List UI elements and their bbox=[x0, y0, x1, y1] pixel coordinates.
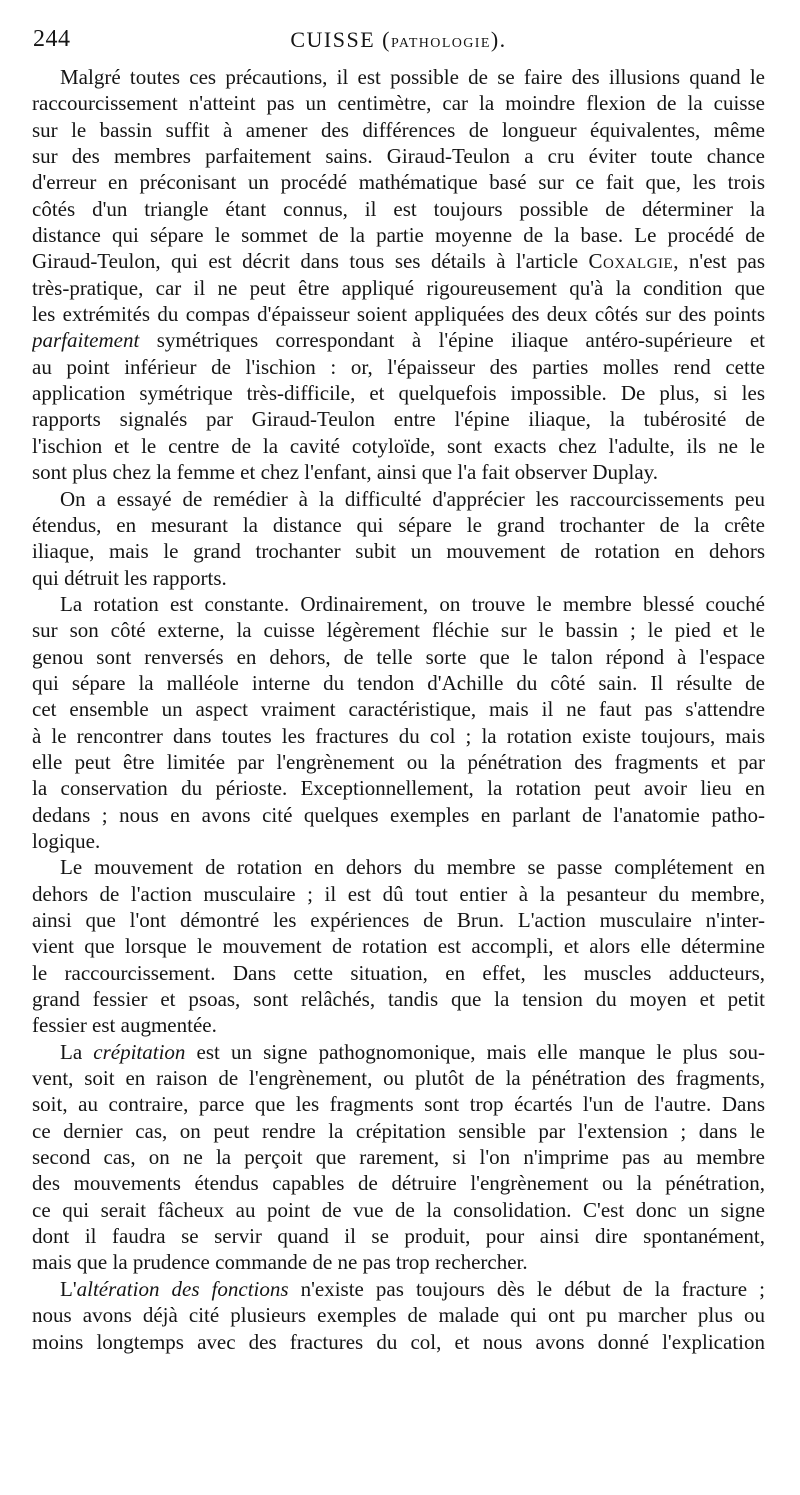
text-line bbox=[32, 459, 765, 485]
text-line bbox=[32, 1302, 765, 1328]
running-title-paren-close: ). bbox=[490, 27, 507, 52]
text-line bbox=[32, 354, 765, 380]
text-line bbox=[32, 854, 765, 880]
text-line bbox=[32, 1249, 765, 1275]
text-line bbox=[32, 1065, 765, 1091]
text-run: étendus, en mesurant la distance qui sépare le grand trochanter de la crête bbox=[32, 512, 765, 537]
text-run: des mouvements étendus capables de détruire l'engrènement ou la pénétration, bbox=[32, 1171, 765, 1196]
text-run: La rotation est constante. Ordinairement, on trouve le membre blessé couché bbox=[60, 591, 765, 616]
text-run: très-pratique, car il ne peut être appliqué rigoureusement qu'à la condition que bbox=[32, 275, 765, 300]
text-line bbox=[32, 696, 765, 722]
text-line bbox=[32, 1012, 765, 1038]
text-run: grand fessier et psoas, sont relâchés, tandis que la tension du moyen et petit bbox=[32, 987, 765, 1012]
text-line bbox=[32, 64, 765, 90]
text-run: nous avons déjà cité plusieurs exemples de malade qui ont pu marcher plus ou bbox=[32, 1303, 765, 1328]
text-line bbox=[32, 1197, 765, 1223]
text-line bbox=[32, 749, 765, 775]
text-run: côtés d'un triangle étant connus, il est toujours possible de déterminer la bbox=[32, 196, 765, 221]
text-run: sont plus chez la femme et chez l'enfant, ainsi que l'a fait observer Duplay. bbox=[32, 460, 659, 485]
text-line bbox=[32, 1223, 765, 1249]
text-line bbox=[32, 1329, 765, 1355]
text-run: est un signe pathognomonique, mais elle manque le plus sou- bbox=[185, 1039, 765, 1064]
running-title-sub: PATHOLOGIE bbox=[390, 36, 491, 51]
text-line bbox=[32, 802, 765, 828]
text-run: ce qui serait fâcheux au point de vue de la consolidation. C'est donc un signe bbox=[32, 1197, 765, 1222]
text-run: distance qui sépare le sommet de la partie moyenne de la base. Le procédé de bbox=[32, 223, 765, 248]
page-header bbox=[33, 26, 764, 58]
small-caps-reference: Coxalgie bbox=[588, 249, 674, 274]
text-run: Giraud-Teulon, qui est décrit dans tous ses détails à l'article bbox=[32, 249, 589, 274]
text-line bbox=[32, 512, 765, 538]
text-run: l'ischion et le centre de la cavité cotyloïde, sont exacts chez l'adulte, ils ne le bbox=[32, 433, 765, 458]
text-run: vent, soit en raison de l'engrènement, ou plutôt de la pénétration des fragments, bbox=[32, 1066, 765, 1091]
running-title bbox=[33, 27, 764, 53]
running-title-main: CUISSE bbox=[290, 27, 376, 52]
text-run: , n'est pas bbox=[673, 249, 765, 274]
italic-phrase: parfaitement bbox=[32, 328, 140, 353]
text-line bbox=[32, 1170, 765, 1196]
text-run: cet ensemble un aspect vraiment caractéristique, mais il ne faut pas s'attendre bbox=[32, 697, 765, 722]
text-line bbox=[32, 1276, 765, 1302]
text-line bbox=[32, 881, 765, 907]
body-text bbox=[32, 64, 765, 1355]
text-run: symétriques correspondant à l'épine iliaque antéro-supérieure et bbox=[139, 328, 765, 353]
text-line bbox=[32, 723, 765, 749]
text-run: le raccourcissement. Dans cette situation, en effet, les muscles adducteurs, bbox=[32, 960, 765, 985]
text-run: Malgré toutes ces précautions, il est possible de se faire des illusions quand le bbox=[60, 65, 765, 89]
text-line bbox=[32, 222, 765, 248]
text-line bbox=[32, 828, 765, 854]
text-run: qui détruit les rapports. bbox=[32, 565, 227, 590]
text-line bbox=[32, 143, 765, 169]
text-line bbox=[32, 1039, 765, 1065]
text-run: mais que la prudence commande de ne pas trop rechercher. bbox=[32, 1250, 528, 1275]
running-title-paren-open: ( bbox=[382, 27, 391, 52]
text-line bbox=[32, 775, 765, 801]
text-run: vient que lorsque le mouvement de rotation est accompli, et alors elle détermine bbox=[32, 934, 765, 959]
text-line bbox=[32, 90, 765, 116]
text-line bbox=[32, 644, 765, 670]
text-run: ce dernier cas, on peut rendre la crépitation sensible par l'extension ; dans le bbox=[32, 1118, 765, 1143]
text-line bbox=[32, 565, 765, 591]
text-run: moins longtemps avec des fractures du col, et nous avons donné l'explication bbox=[32, 1329, 765, 1354]
text-run: genou sont renversés en dehors, de telle sorte que le talon répond à l'espace bbox=[32, 644, 765, 669]
text-run: n'existe pas toujours dès le début de la fracture ; bbox=[288, 1276, 765, 1301]
text-run: iliaque, mais le grand trochanter subit un mouvement de rotation en dehors bbox=[32, 539, 765, 564]
text-run: sur des membres parfaitement sains. Giraud-Teulon a cru éviter toute chance bbox=[32, 144, 765, 169]
text-run: d'erreur en préconisant un procédé mathématique basé sur ce fait que, les trois bbox=[32, 170, 765, 195]
text-line bbox=[32, 986, 765, 1012]
text-line bbox=[32, 1091, 765, 1117]
text-run: Le mouvement de rotation en dehors du membre se passe complétement en bbox=[60, 855, 765, 880]
text-run: La bbox=[60, 1039, 94, 1064]
text-run: soit, au contraire, parce que les fragments sont trop écartés l'un de l'autre. Dans bbox=[32, 1092, 765, 1117]
text-line bbox=[32, 960, 765, 986]
text-line bbox=[32, 1144, 765, 1170]
text-run: second cas, on ne la perçoit que rarement, si l'on n'imprime pas au membre bbox=[32, 1145, 765, 1170]
text-line bbox=[32, 117, 765, 143]
text-line bbox=[32, 907, 765, 933]
text-run: dehors de l'action musculaire ; il est dû tout entier à la pesanteur du membre, bbox=[32, 881, 765, 906]
text-line bbox=[32, 486, 765, 512]
text-run: dont il faudra se servir quand il se produit, pour ainsi dire spontanément, bbox=[32, 1224, 765, 1249]
text-line bbox=[32, 1118, 765, 1144]
text-line bbox=[32, 406, 765, 432]
text-line bbox=[32, 275, 765, 301]
text-line bbox=[32, 248, 765, 274]
italic-phrase: altération des fonctions bbox=[76, 1276, 289, 1301]
text-line bbox=[32, 301, 765, 327]
text-run: ainsi que l'ont démontré les expériences de Brun. L'action musculaire n'inter- bbox=[32, 908, 765, 932]
text-run: L' bbox=[60, 1276, 77, 1301]
text-run: sur le bassin suffit à amener des différences de longueur équivalentes, même bbox=[32, 117, 765, 142]
text-run: rapports signalés par Giraud-Teulon entre l'épine iliaque, la tubérosité de bbox=[32, 407, 765, 432]
text-run: la conservation du périoste. Exceptionnellement, la rotation peut avoir lieu en bbox=[32, 776, 765, 801]
text-run: dedans ; nous en avons cité quelques exemples en parlant de l'anatomie patho- bbox=[32, 802, 765, 827]
text-run: sur son côté externe, la cuisse légèrement fléchie sur le bassin ; le pied et le bbox=[32, 618, 765, 643]
text-line bbox=[32, 327, 765, 353]
text-run: qui sépare la malléole interne du tendon d'Achille du côté sain. Il résulte de bbox=[32, 670, 765, 695]
text-line bbox=[32, 196, 765, 222]
text-line bbox=[32, 617, 765, 643]
text-line bbox=[32, 670, 765, 696]
text-line bbox=[32, 169, 765, 195]
text-line bbox=[32, 933, 765, 959]
text-run: elle peut être limitée par l'engrènement ou la pénétration des fragments et par bbox=[32, 749, 765, 774]
page-number: 244 bbox=[33, 26, 71, 52]
text-line bbox=[32, 591, 765, 617]
text-run: les extrémités du compas d'épaisseur soient appliquées des deux côtés sur des points bbox=[32, 302, 765, 327]
text-run: application symétrique très-difficile, et quelquefois impossible. De plus, si les bbox=[32, 381, 765, 406]
text-run: à le rencontrer dans toutes les fractures du col ; la rotation existe toujours, mais bbox=[32, 723, 765, 748]
text-run: au point inférieur de l'ischion : or, l'épaisseur des parties molles rend cette bbox=[32, 354, 765, 379]
text-line bbox=[32, 380, 765, 406]
text-run: On a essayé de remédier à la difficulté d'apprécier les raccourcissements peu bbox=[60, 486, 765, 511]
text-line bbox=[32, 433, 765, 459]
text-run: raccourcissement n'atteint pas un centimètre, car la moindre flexion de la cuisse bbox=[32, 91, 765, 116]
text-run: logique. bbox=[32, 828, 101, 853]
italic-phrase: crépitation bbox=[93, 1039, 186, 1064]
text-line bbox=[32, 538, 765, 564]
text-run: fessier est augmentée. bbox=[32, 1013, 217, 1038]
